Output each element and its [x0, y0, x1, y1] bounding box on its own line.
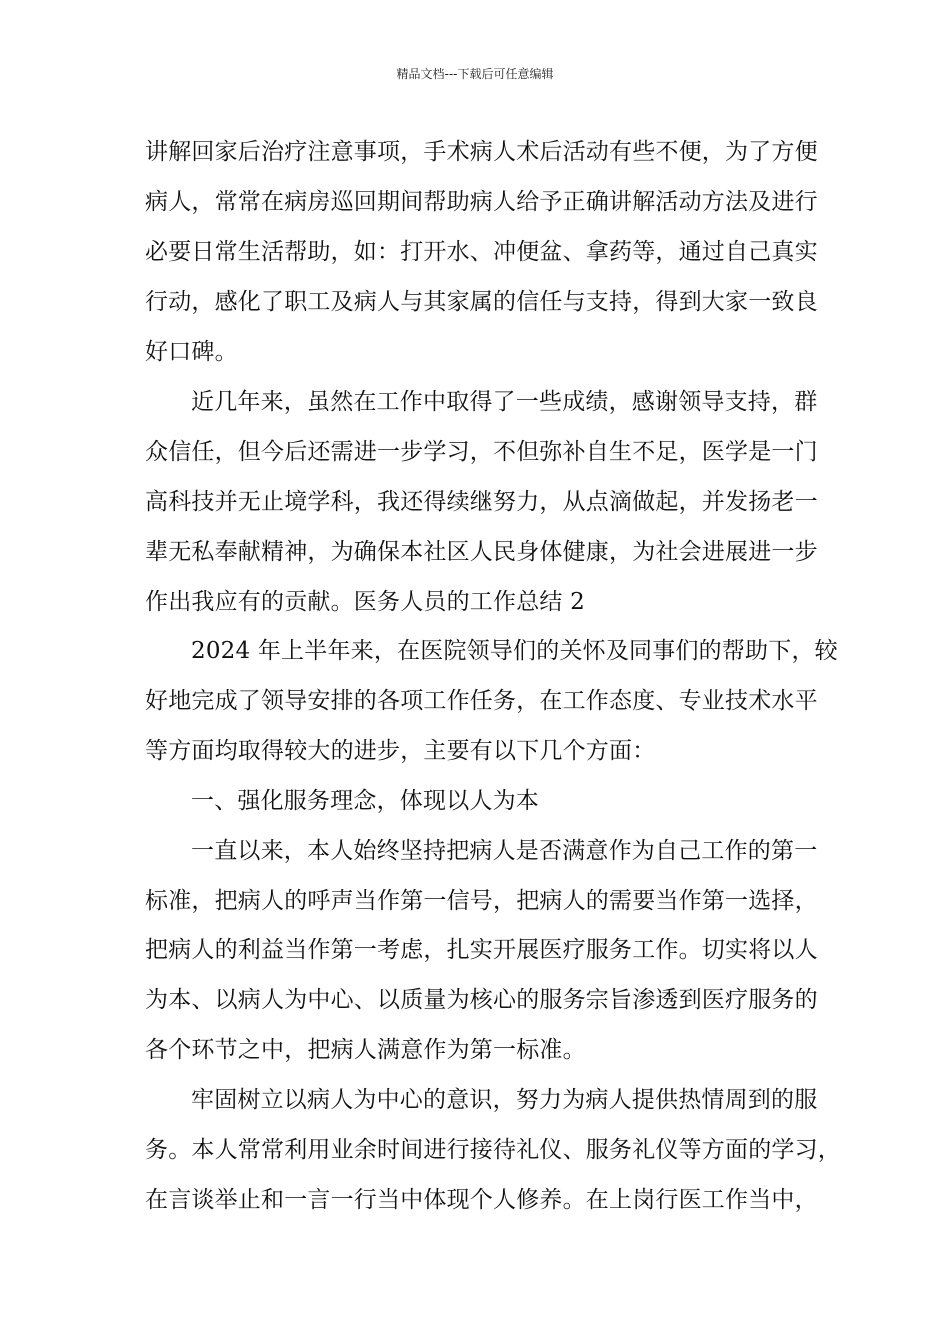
text-line: 讲解回家后治疗注意事项，手术病人术后活动有些不便，为了方便: [145, 139, 818, 165]
paragraph-start-line: 一直以来，本人始终坚持把病人是否满意作为自己工作的第一: [191, 838, 818, 864]
text-line: 把病人的利益当作第一考虑，扎实开展医疗服务工作。切实将以人: [145, 937, 818, 963]
text-line: 高科技并无止境学科，我还得续继努力，从点滴做起，并发扬老一: [145, 489, 818, 515]
text-line: 必要日常生活帮助，如：打开水、冲便盆、拿药等，通过自己真实: [145, 239, 818, 265]
text-line: 作出我应有的贡献。医务人员的工作总结 2: [145, 589, 585, 615]
text-line: 好地完成了领导安排的各项工作任务，在工作态度、专业技术水平: [145, 688, 818, 714]
text-line: 辈无私奉献精神，为确保本社区人民身体健康，为社会进展进一步: [145, 539, 818, 565]
text-line: 为本、以病人为中心、以质量为核心的服务宗旨渗透到医疗服务的: [145, 987, 818, 1013]
text-line: 行动，感化了职工及病人与其家属的信任与支持，得到大家一致良: [145, 289, 818, 315]
paragraph-start-line: 牢固树立以病人为中心的意识，努力为病人提供热情周到的服: [191, 1087, 818, 1113]
text-line: 等方面均取得较大的进步，主要有以下几个方面：: [145, 738, 656, 764]
text-line: 标准，把病人的呼声当作第一信号，把病人的需要当作第一选择，: [145, 888, 818, 914]
text-line: 好口碑。: [145, 339, 238, 365]
text-line: 病人，常常在病房巡回期间帮助病人给予正确讲解活动方法及进行: [145, 189, 818, 215]
paragraph-start-line: 近几年来，虽然在工作中取得了一些成绩，感谢领导支持，群: [191, 389, 818, 415]
text-line: 在言谈举止和一言一行当中体现个人修养。在上岗行医工作当中，: [145, 1187, 818, 1213]
text-line: 众信任，但今后还需进一步学习，不但弥补自生不足，医学是一门: [145, 439, 818, 465]
text-line: 务。本人常常利用业余时间进行接待礼仪、服务礼仪等方面的学习，: [145, 1137, 841, 1163]
section-heading: 一、强化服务理念，体现以人为本: [191, 788, 539, 814]
page-header: 精品文档---下载后可任意编辑: [396, 67, 554, 81]
text-line: 各个环节之中，把病人满意作为第一标准。: [145, 1037, 586, 1063]
paragraph-start-line: 2024 年上半年来，在医院领导们的关怀及同事们的帮助下，较: [191, 638, 838, 664]
